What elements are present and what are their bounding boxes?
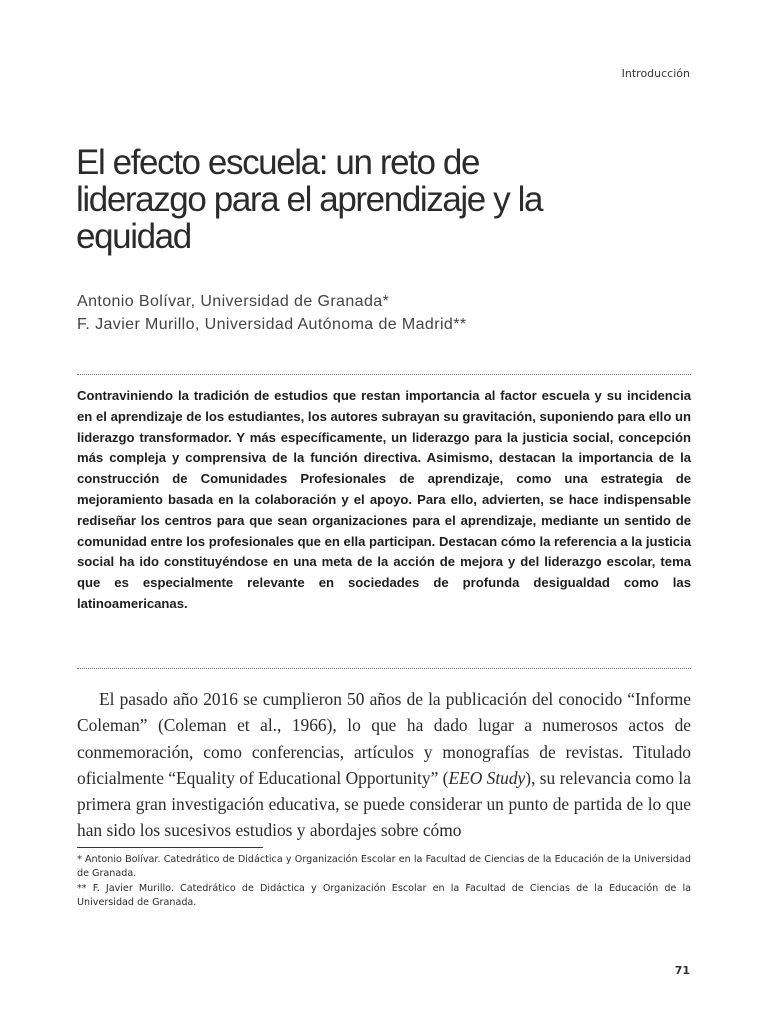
body-text-segment: ), su relevancia como la primera gran investigación educativa, se puede considerar un punto de partida de lo que han sido los sucesivos estudios y abordajes sobre cómo [77,767,691,841]
page-number: 71 [674,964,690,977]
footnote: * Antonio Bolívar. Catedrático de Didáctica y Organización Escolar en la Facultad de Ciencias de la Educación de la Universidad de Granada. [77,854,691,879]
footnote-divider [77,847,263,848]
title-line: liderazgo para el aprendizaje y la [76,180,543,219]
abstract: Contraviniendo la tradición de estudios que restan importancia al factor escuela y su incidencia en el aprendizaje de los estudiantes, los autores subrayan su gravitación, suponiendo para ello un liderazgo transformador. Y más específicamente, un liderazgo para la justicia social, concepción más compleja y comprensiva de la función directiva. Asimismo, destacan la importancia de la construcción de Comunidades Profesionales de aprendizaje, como una estrategia de mejoramiento basada en la colaboración y el apoyo. Para ello, advierten, se hace indispensable rediseñar los centros para que sean organizaciones para el aprendizaje, mediante un sentido de comunidad entre los profesionales que en ella participan. Destacan cómo la referencia a la justicia social ha ido constituyéndose en una meta de la acción de mejora y del liderazgo escolar, tema que es especialmente relevante en sociedades de profunda desigualdad como las latinoamericanas. [77,388,691,611]
title-line: equidad [76,217,191,256]
running-header: Introducción [621,67,690,80]
footnotes [77,853,691,911]
abstract-top-divider [77,374,691,375]
author-line: Antonio Bolívar, Universidad de Granada* [77,293,390,310]
abstract-bottom-divider [77,668,691,669]
article-title [76,144,676,255]
body-text-segment: El pasado año 2016 se cumplieron 50 años de la publicación del conocido “Informe Coleman” (Coleman et al., 1966), lo que ha dado lugar a numerosos actos de conmemoración, como conferencias, artículos y monografías de revistas. Titulado oficialmente “Equality of Educational Opportunity” ( [77,689,691,788]
body-italic-term: EEO Study [448,767,526,788]
author-line: F. Javier Murillo, Universidad Autónoma de Madrid** [77,316,467,333]
author-list [77,290,466,336]
footnote: ** F. Javier Murillo. Catedrático de Didáctica y Organización Escolar en la Facultad de Ciencias de la Educación de la Universidad de Granada. [77,883,691,908]
body-paragraph [77,686,691,844]
title-line: El efecto escuela: un reto de [76,143,480,182]
